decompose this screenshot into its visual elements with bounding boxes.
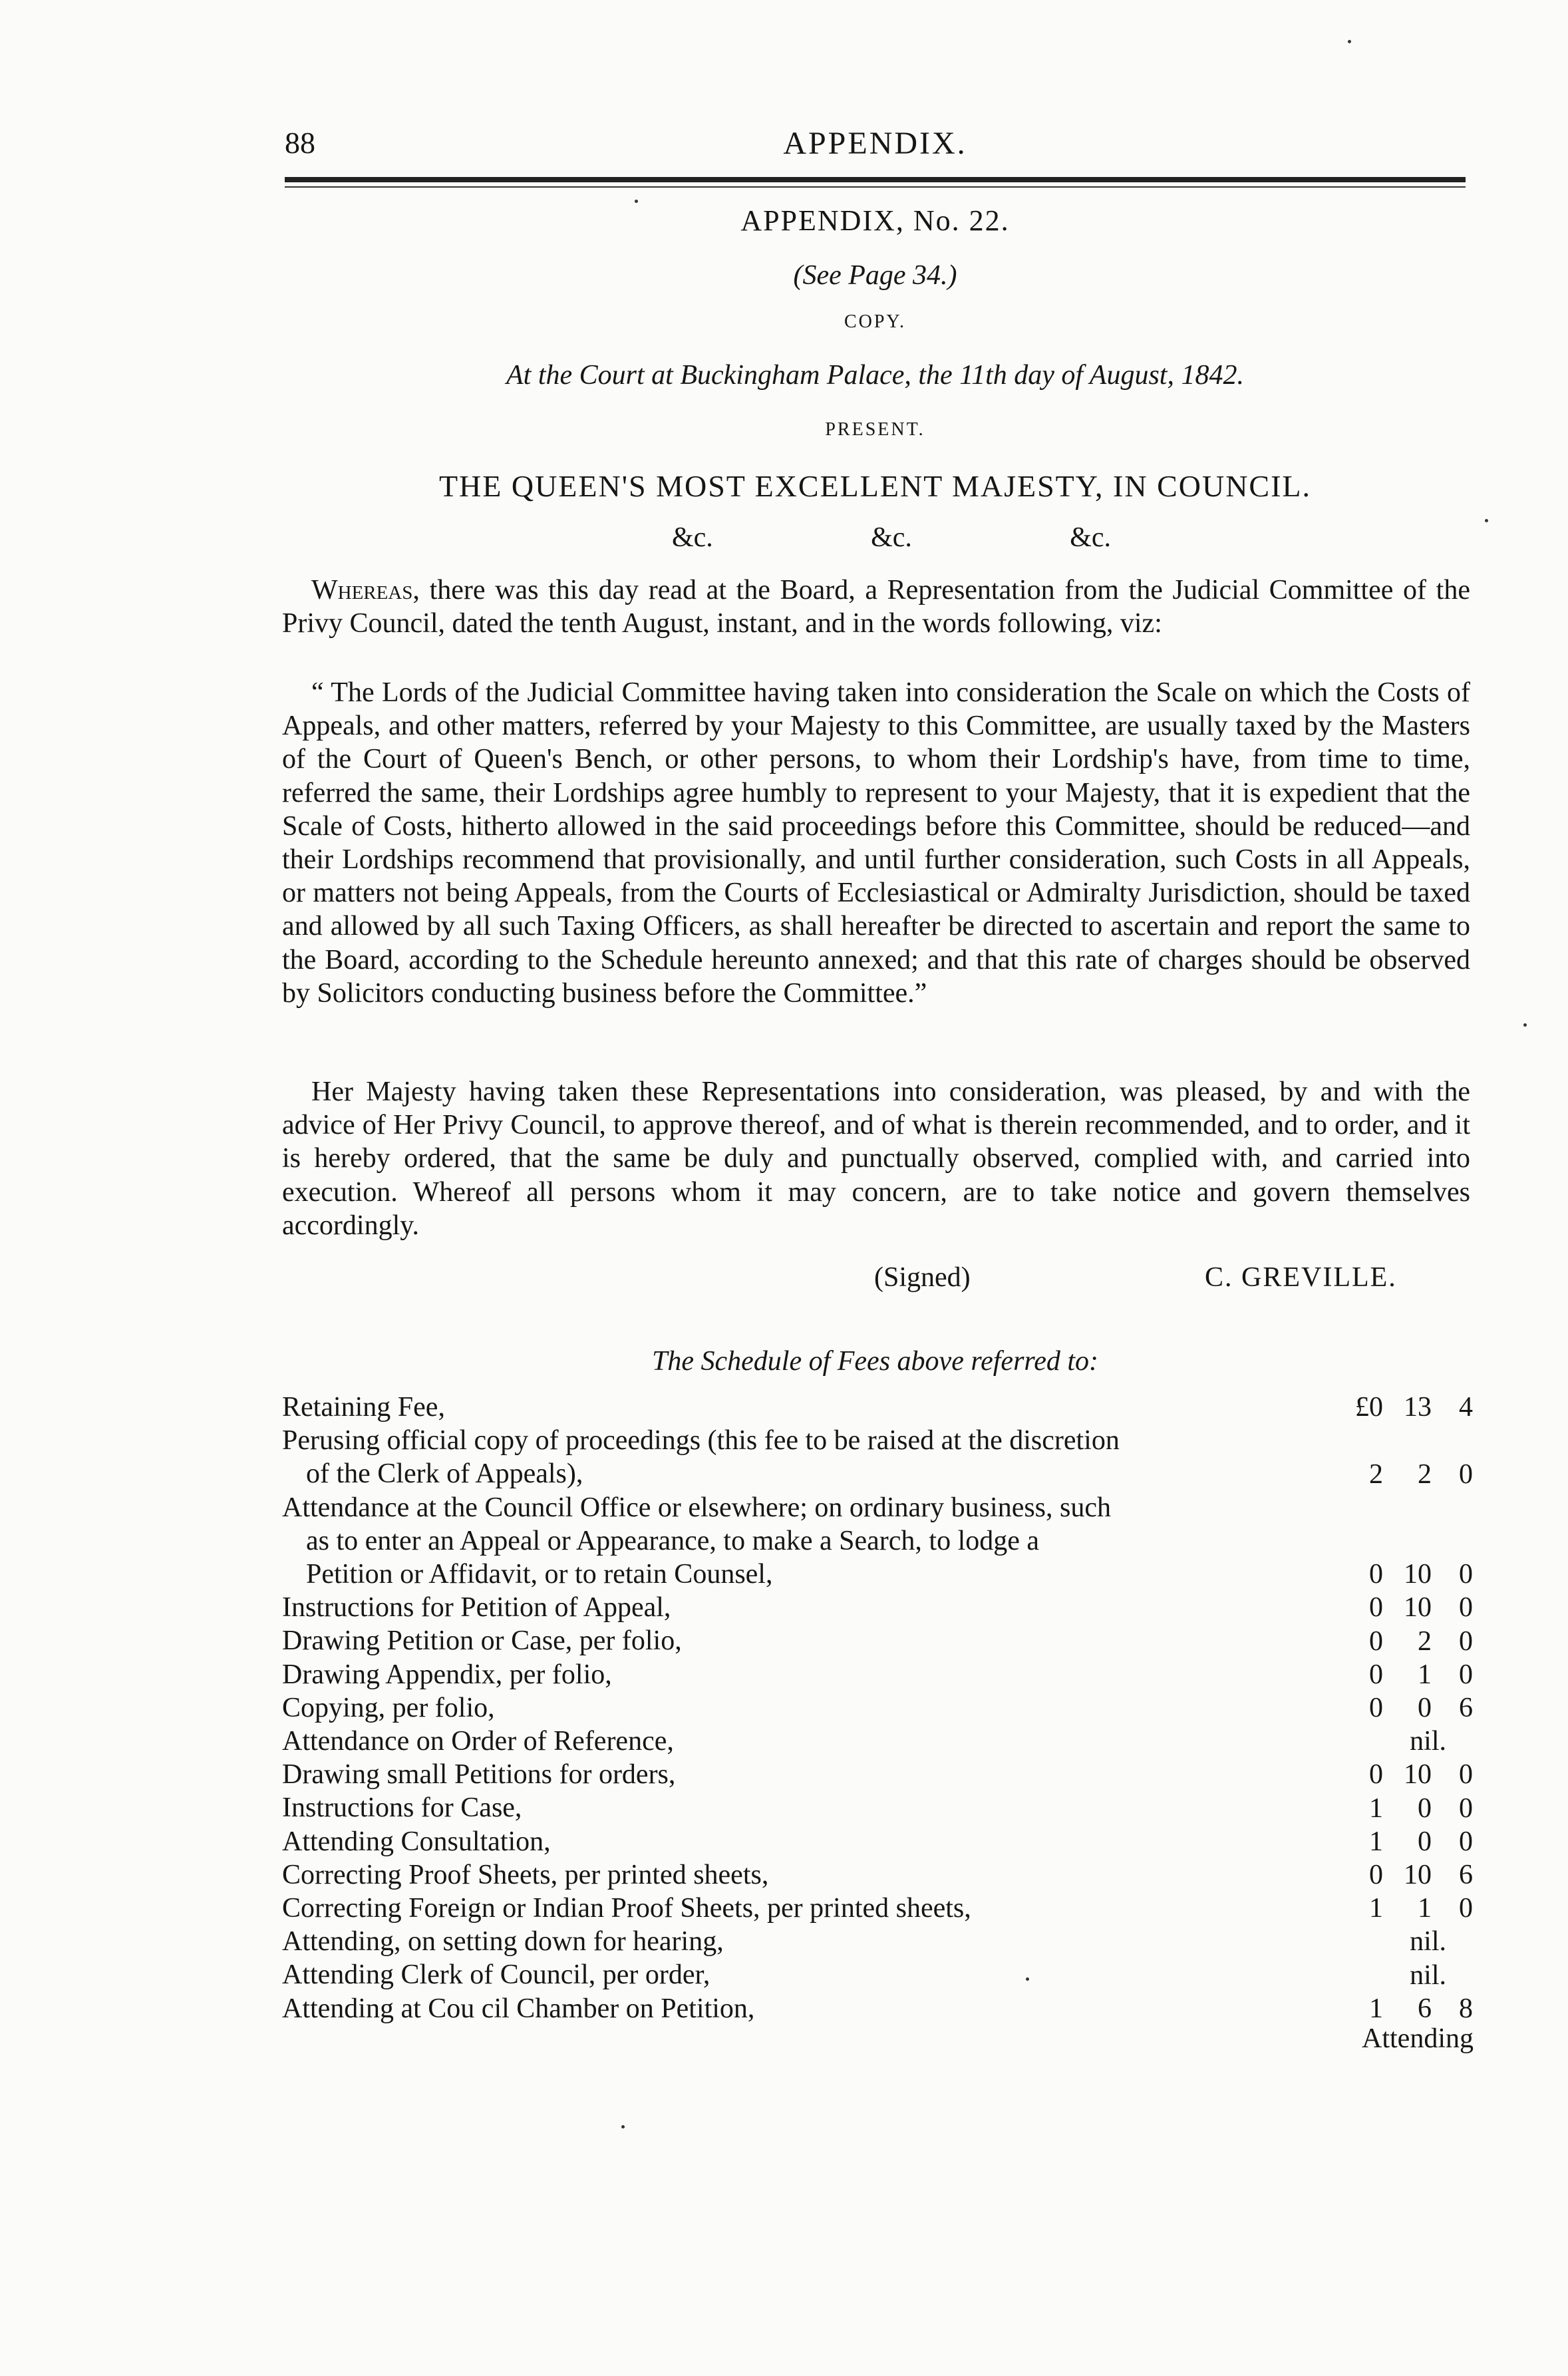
fee-shillings: 10 (1404, 1592, 1432, 1623)
catchword: Attending (1362, 2023, 1474, 2054)
paragraph-text: Her Majesty having taken these Representations into consideration, was pleased, by and with the advice of Her Privy Council, to approve thereof, and of what is therein recommended, and to order, and it is hereby ordered, that the same be duly and punctually observed, complied with, and carried into execution. Whereof all persons whom it may concern, are to take notice and govern themselves accordingly. (282, 1077, 1470, 1241)
fee-pence: 0 (1459, 1625, 1473, 1657)
etc-mark: &c. (1070, 522, 1111, 553)
fee-pounds: 1 (1369, 1826, 1383, 1857)
see-page-reference: (See Page 34.) (793, 260, 957, 291)
fee-label-text: Drawing Petition or Case, per folio, (282, 1625, 682, 1657)
fee-pence: 0 (1459, 1759, 1473, 1790)
fee-label (282, 1691, 1473, 1725)
print-speck (621, 2125, 625, 2128)
fee-label (282, 1791, 1473, 1824)
fee-pounds: 0 (1369, 1625, 1383, 1657)
fee-label-text: Attending Clerk of Council, per order, (282, 1959, 710, 1991)
fee-shillings: 10 (1404, 1759, 1432, 1790)
fee-pounds: 1 (1369, 1893, 1383, 1924)
fee-label (282, 1892, 1473, 1925)
fee-amount (1327, 1992, 1473, 2025)
fee-shillings: 1 (1418, 1893, 1432, 1924)
fee-row (282, 1925, 1473, 1958)
fee-amount (1327, 1892, 1473, 1925)
fee-label-text: Retaining Fee, (282, 1392, 445, 1423)
fee-pence: 0 (1459, 1659, 1473, 1690)
fee-pence: 0 (1459, 1458, 1473, 1490)
fee-row (282, 1624, 1473, 1657)
page-number: 88 (285, 126, 315, 160)
fee-label-text: Drawing Appendix, per folio, (282, 1659, 612, 1690)
fee-label-text: Drawing small Petitions for orders, (282, 1759, 676, 1790)
fee-pence: 4 (1459, 1392, 1473, 1423)
fee-label-text: Attending, on setting down for hearing, (282, 1926, 724, 1957)
appendix-title: APPENDIX, No. 22. (740, 204, 1010, 237)
fee-amount (1327, 1458, 1473, 1491)
fee-pounds: 0 (1369, 1592, 1383, 1623)
fee-pence: 6 (1459, 1860, 1473, 1891)
fee-label (282, 1958, 1473, 1991)
header-rule-thin (285, 186, 1466, 188)
fee-amount (1327, 1625, 1473, 1658)
fee-amount (1327, 1925, 1473, 1958)
fee-label (282, 1925, 1473, 1958)
fee-amount (1327, 1758, 1473, 1791)
fee-pence: 0 (1459, 1826, 1473, 1857)
fee-row (282, 1391, 1473, 1424)
print-speck (1523, 1023, 1527, 1027)
fee-label (282, 1858, 1473, 1892)
fee-pence: 0 (1459, 1592, 1473, 1623)
fee-amount (1327, 1691, 1473, 1725)
fee-amount (1327, 1658, 1473, 1691)
fee-label (282, 1992, 1473, 2025)
fee-amount (1327, 1558, 1473, 1591)
fee-row (282, 1758, 1473, 1791)
fee-label-text: Attending at Cou cil Chamber on Petition, (282, 1993, 755, 2024)
fee-label-continuation: as to enter an Appeal or Appearance, to make a Search, to lodge a (306, 1525, 1040, 1556)
fee-nil: nil. (1410, 1726, 1446, 1757)
fee-label (282, 1758, 1473, 1791)
fee-label (282, 1424, 1473, 1490)
fee-label (282, 1624, 1473, 1657)
fee-nil: nil. (1410, 1926, 1446, 1957)
fee-pounds: 0 (1369, 1693, 1383, 1724)
fee-shillings: 10 (1404, 1559, 1432, 1590)
fee-shillings: 0 (1418, 1693, 1432, 1724)
fee-row (282, 1591, 1473, 1624)
fee-label-text: Correcting Foreign or Indian Proof Sheets, per printed sheets, (282, 1893, 971, 1924)
running-head: APPENDIX. (783, 126, 967, 161)
fee-label (282, 1491, 1473, 1592)
fee-shillings: 0 (1418, 1826, 1432, 1857)
fee-row (282, 1691, 1473, 1725)
fee-pence: 6 (1459, 1693, 1473, 1724)
fee-shillings: 0 (1418, 1792, 1432, 1824)
fee-label (282, 1825, 1473, 1858)
paragraph-text: there was this day read at the Board, a Representation from the Judicial Committee of the Privy Council, dated the tenth August, instant, and in the words following, viz: (282, 575, 1470, 639)
fee-amount (1327, 1391, 1473, 1424)
fee-pounds: 0 (1369, 1659, 1383, 1690)
fee-label (282, 1391, 1473, 1424)
fee-pounds: 0 (1369, 1860, 1383, 1891)
fee-row (282, 1892, 1473, 1925)
fee-label (282, 1658, 1473, 1691)
fee-shillings: 1 (1418, 1659, 1432, 1690)
etc-row (672, 522, 1111, 554)
fee-label (282, 1725, 1473, 1758)
fee-row (282, 1725, 1473, 1758)
fee-label-text: Attending Consultation, (282, 1826, 551, 1857)
fee-pence: 0 (1459, 1559, 1473, 1590)
signed-label: (Signed) (874, 1262, 971, 1293)
fee-row (282, 1658, 1473, 1691)
fee-pence: 0 (1459, 1792, 1473, 1824)
page-header (285, 125, 1466, 172)
fee-amount (1327, 1725, 1473, 1758)
fee-row (282, 1992, 1473, 2025)
fee-row (282, 1424, 1473, 1490)
header-rule-thick (285, 177, 1466, 182)
fee-pence: 8 (1459, 1993, 1473, 2024)
fee-pounds: 0 (1369, 1759, 1383, 1790)
fee-row (282, 1825, 1473, 1858)
fee-pounds: 2 (1369, 1458, 1383, 1490)
fee-row (282, 1858, 1473, 1892)
fee-amount (1327, 1591, 1473, 1624)
fee-label-continuation: of the Clerk of Appeals), (306, 1458, 583, 1490)
fee-label-continuation: Petition or Affidavit, or to retain Counsel, (306, 1559, 773, 1590)
fee-label-text: Correcting Proof Sheets, per printed sheets, (282, 1859, 769, 1890)
fee-label-text: Perusing official copy of proceedings (this fee to be raised at the discretion (282, 1425, 1120, 1456)
majesty-heading: THE QUEEN'S MOST EXCELLENT MAJESTY, IN COUNCIL. (438, 469, 1312, 503)
fee-pounds: 1 (1369, 1792, 1383, 1824)
print-speck (635, 200, 638, 203)
fee-schedule (282, 1391, 1473, 2025)
fee-shillings: 13 (1404, 1392, 1432, 1423)
schedule-title: The Schedule of Fees above referred to: (652, 1346, 1098, 1377)
fee-pounds: 0 (1369, 1559, 1383, 1590)
fee-row (282, 1958, 1473, 1991)
fee-shillings: 2 (1418, 1625, 1432, 1657)
fee-amount (1327, 1959, 1473, 1992)
fee-shillings: 6 (1418, 1993, 1432, 2024)
signer-name: C. GREVILLE. (1205, 1262, 1397, 1293)
fee-row (282, 1491, 1473, 1592)
fee-amount (1327, 1858, 1473, 1892)
fee-label-text: Instructions for Case, (282, 1792, 522, 1824)
signature-row (285, 1262, 1466, 1301)
fee-label-text: Attendance on Order of Reference, (282, 1726, 674, 1757)
fee-label-text: Instructions for Petition of Appeal, (282, 1592, 671, 1623)
fee-pounds: £0 (1355, 1392, 1383, 1423)
fee-label (282, 1591, 1473, 1624)
etc-mark: &c. (871, 522, 912, 553)
fee-amount (1327, 1792, 1473, 1825)
fee-label-text: Attendance at the Council Office or elsewhere; on ordinary business, such (282, 1492, 1112, 1523)
fee-label-text: Copying, per folio, (282, 1692, 495, 1723)
paragraph-whereas (282, 574, 1470, 640)
paragraph-her-majesty (282, 1075, 1470, 1242)
print-speck (1026, 1977, 1029, 1981)
copy-label: COPY. (844, 311, 907, 332)
fee-pounds: 1 (1369, 1993, 1383, 2024)
fee-amount (1327, 1825, 1473, 1858)
print-speck (1348, 40, 1351, 43)
print-speck (1485, 519, 1488, 522)
fee-nil: nil. (1410, 1959, 1446, 1991)
paragraph-text: “ The Lords of the Judicial Committee having taken into consideration the Scale on which the Costs of Appeals, and other matters, referred by your Majesty to this Committee, are usually taxed by the Masters of the Court of Queen's Bench, or other persons, to whom their Lordship's have, from time to time, referred the same, their Lordships agree humbly to represent to your Majesty, that it is expedient that the Scale of Costs, hitherto allowed in the said proceedings before this Committee, should be reduced—and their Lordships recommend that provisionally, and until further consideration, such Costs in all Appeals, or matters not being Appeals, from the Courts of Ecclesiastical or Admiralty Jurisdiction, should be taxed and allowed by all such Taxing Officers, as shall hereafter be directed to ascertain and report the same to the Board, according to the Schedule hereunto annexed; and that this rate of charges should be observed by Solicitors conducting business before the Committee.” (282, 677, 1470, 1009)
paragraph-lords-representation (282, 676, 1470, 1010)
etc-mark: &c. (672, 522, 713, 553)
fee-pence: 0 (1459, 1893, 1473, 1924)
fee-row (282, 1791, 1473, 1824)
fee-shillings: 10 (1404, 1860, 1432, 1891)
whereas-word: Whereas, (311, 575, 420, 605)
fee-shillings: 2 (1418, 1458, 1432, 1490)
court-line: At the Court at Buckingham Palace, the 11th day of August, 1842. (506, 360, 1244, 391)
present-label: PRESENT. (825, 419, 925, 440)
